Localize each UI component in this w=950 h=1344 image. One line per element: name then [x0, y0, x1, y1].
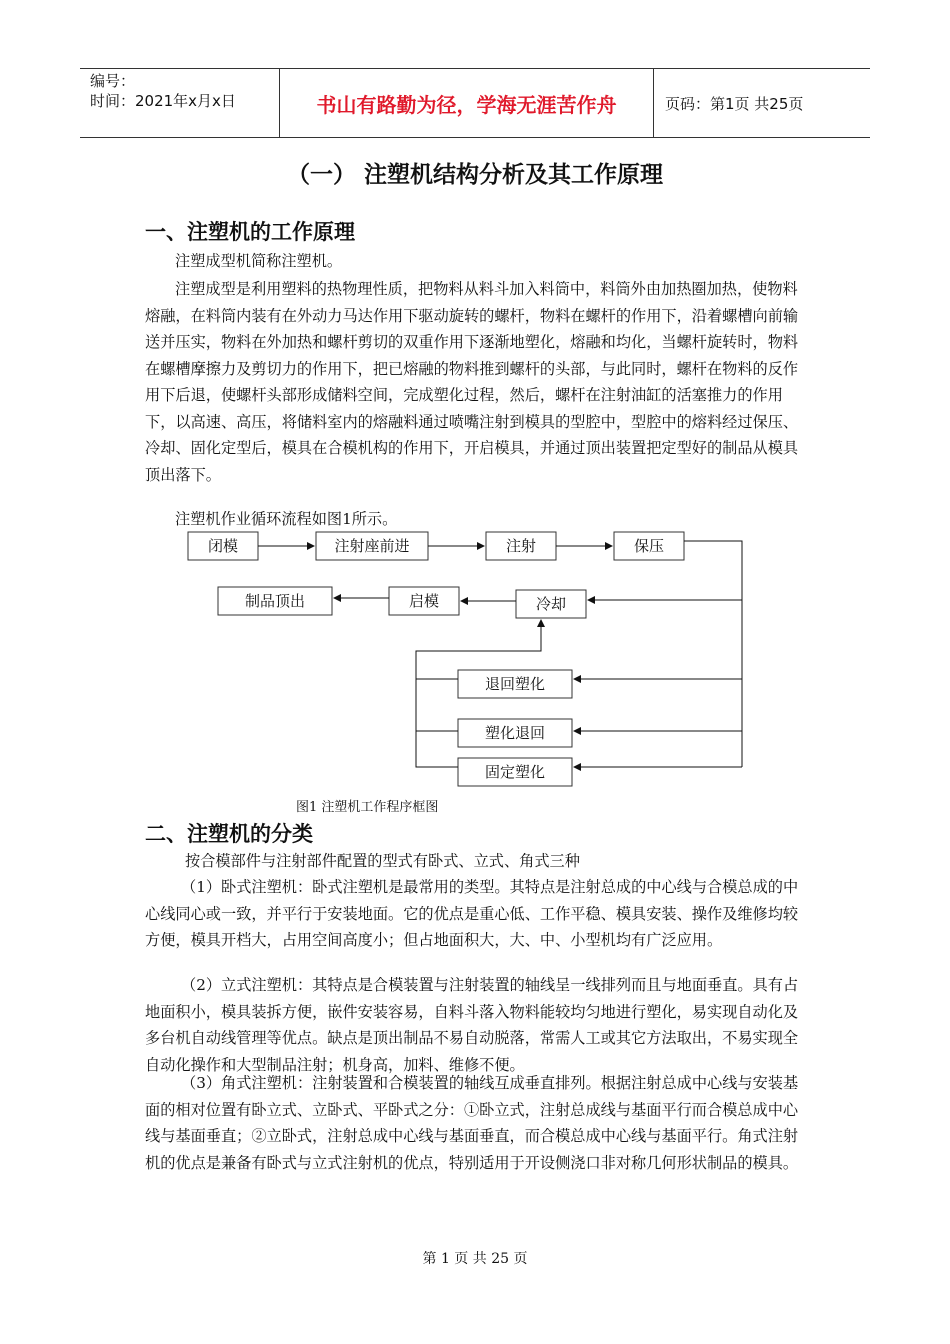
section2-heading: 二、注塑机的分类: [145, 822, 313, 846]
node-plasticize-retract-label: 塑化退回: [484, 724, 546, 742]
node-cool-label: 冷却: [535, 595, 567, 613]
section1-paragraph-2: 注塑成型是利用塑料的热物理性质，把物料从料斗加入料筒中，料筒外由加热圈加热，使物料熔融，在料筒内装有在外动力马达作用下驱动旋转的螺杆，物料在螺杆的作用下，沿着螺槽向前输送并压实，物料在外加热和螺杆剪切的双重作用下逐渐地塑化，熔融和均化，当螺杆旋转时，物料在螺槽摩擦力及剪切力的作用下，把已熔融的物料推到螺杆的头部，与此同时，螺杆在物料的反作用下后退，使螺杆头部形成储料空间，完成塑化过程，然后，螺杆在注射油缸的活塞推力的作用下，以高速、高压，将储料室内的熔融料通过喷嘴注射到模具的型腔中，型腔中的熔料经过保压、冷却、固化定型后，模具在合模机构的作用下，开启模具，并通过顶出装置把定型好的制品从模具顶出落下。: [145, 280, 799, 484]
node-seat-forward-label: 注射座前进: [334, 537, 410, 555]
header-motto: 书山有路勤为径，学海无涯苦作舟: [280, 69, 654, 137]
node-inject-label: 注射: [505, 537, 537, 555]
node-eject-label: 制品顶出: [244, 592, 306, 610]
section1-heading: 一、注塑机的工作原理: [145, 220, 355, 244]
section2-paragraph-2: （1）卧式注塑机：卧式注塑机是最常用的类型。其特点是注射总成的中心线与合模总成的中心线同心或一致，并平行于安装地面。它的优点是重心低、工作平稳、模具安装、操作及维修均较方便，模具开档大，占用空间高度小；但占地面积大，大、中、小型机均有广泛应用。: [145, 878, 799, 949]
section2-paragraph-1: 按合模部件与注射部件配置的型式有卧式、立式、角式三种: [185, 852, 580, 870]
page-footer: 第 1 页 共 25 页: [422, 1251, 528, 1267]
section2-paragraph-4: （3）角式注塑机：注射装置和合模装置的轴线互成垂直排列。根据注射总成中心线与安装基面的相对位置有卧立式、立卧式、平卧式之分：①卧立式，注射总成线与基面平行而合模总成中心线与基面垂直；②立卧式，注射总成中心线与基面垂直，而合模总成中心线与基面平行。角式注射机的优点是兼备有卧式与立式注射机的优点，特别适用于开设侧浇口非对称几何形状制品的模具。: [145, 1074, 799, 1172]
section2-paragraph-3: （2）立式注塑机：其特点是合模装置与注射装置的轴线呈一线排列而且与地面垂直。具有占地面积小，模具装拆方便，嵌件安装容易，自料斗落入物料能较均匀地进行塑化，易实现自动化及多台机自动线管理等优点。缺点是顶出制品不易自动脱落，常需人工或其它方法取出，不易实现全自动化操作和大型制品注射；机身高，加料、维修不便。: [145, 976, 799, 1074]
node-open-mold-label: 启模: [408, 592, 440, 610]
header-number-label: 编号：: [90, 72, 136, 90]
section1-paragraph-1: 注塑成型机简称注塑机。: [175, 252, 343, 270]
connector-left-bus: [416, 679, 458, 767]
document-title: （一） 注塑机结构分析及其工作原理: [286, 162, 663, 188]
connector-hold-bus: [684, 541, 742, 767]
header-time-label: 时间：2021年x月x日: [90, 92, 236, 110]
header-page-info: 页码：第1页 共25页: [665, 94, 804, 113]
node-close-mold-label: 闭模: [207, 537, 239, 555]
node-fixed-plasticize-label: 固定塑化: [484, 763, 546, 781]
node-hold-label: 保压: [633, 537, 665, 555]
section1-paragraph-3: 注塑机作业循环流程如图1所示。: [175, 510, 398, 528]
node-retract-plasticize-label: 退回塑化: [484, 675, 546, 693]
figure-caption: 图1 注塑机工作程序框图: [296, 800, 439, 815]
